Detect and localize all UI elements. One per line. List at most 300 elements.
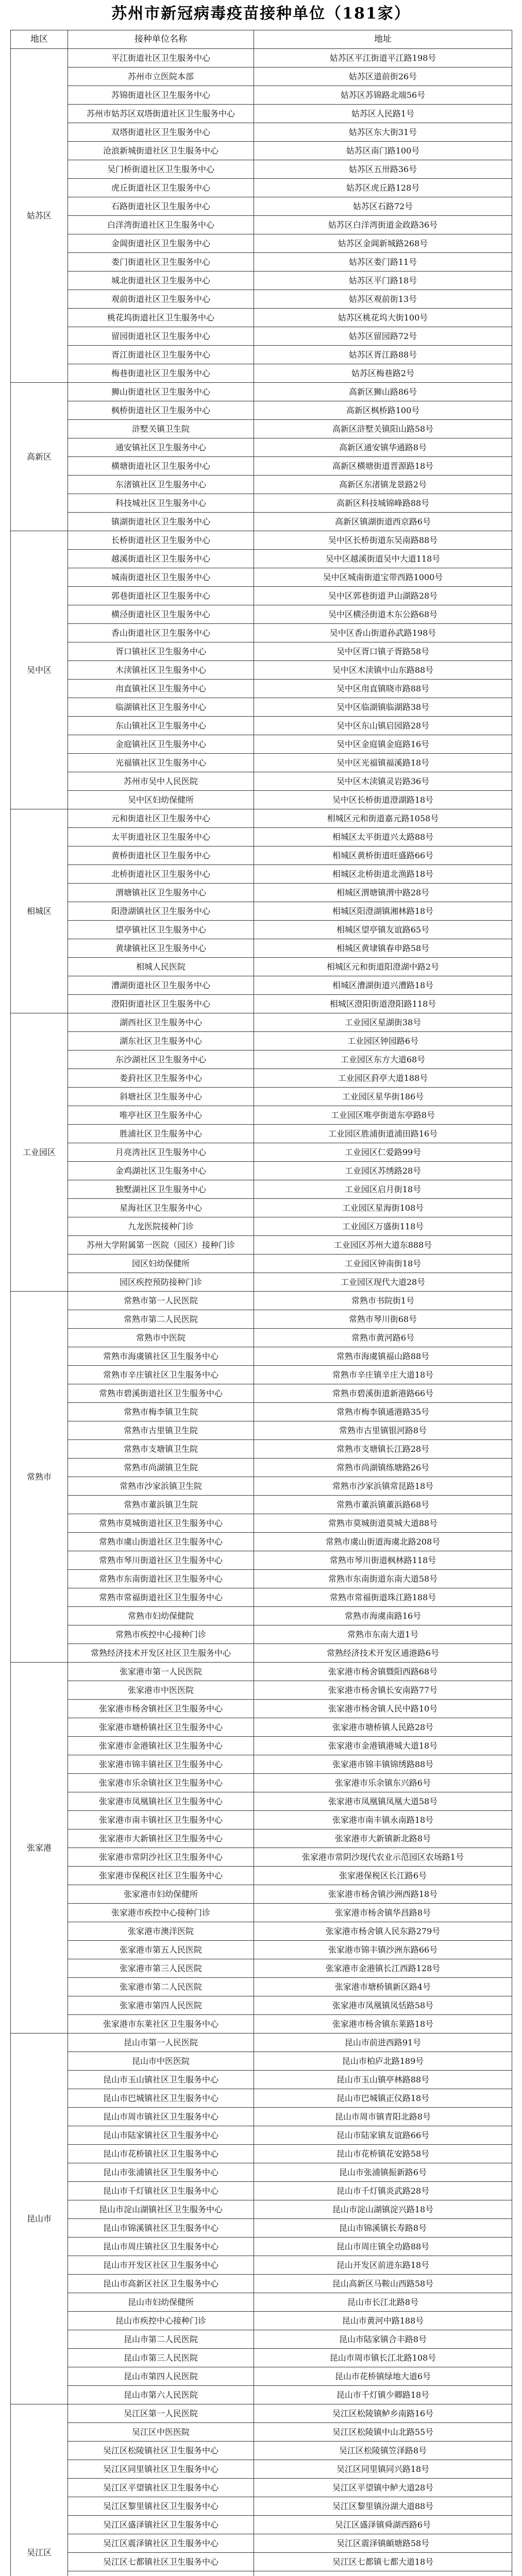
table-row (11, 2330, 512, 2349)
site-name-cell: 甪直镇社区卫生服务中心 (68, 680, 254, 698)
header-site-name: 接种单位名称 (68, 30, 254, 49)
address-cell: 工业园区葑亭大道188号 (254, 1069, 512, 1088)
site-name-cell: 桃花坞街道社区卫生服务中心 (68, 309, 254, 327)
address-cell: 张家港市杨舍镇人民东路279号 (254, 1922, 512, 1941)
address-cell: 张家港市南丰镇永南路18号 (254, 1811, 512, 1829)
address-cell: 高新区浒墅关镇阳山路58号 (254, 420, 512, 438)
address-cell: 常熟市梅李镇通港路35号 (254, 1403, 512, 1421)
address-cell: 昆山市陆家镇友谊路66号 (254, 2126, 512, 2145)
table-row (11, 2442, 512, 2460)
site-name-cell: 苏州市吴中人民医院 (68, 772, 254, 791)
table-row (11, 1255, 512, 1273)
table-row (11, 1700, 512, 1718)
table-row (11, 290, 512, 309)
address-cell: 相城区元和街道阳澄湖中路2号 (254, 958, 512, 976)
address-cell: 姑苏区平江街道平江路198号 (254, 49, 512, 67)
address-cell: 常熟市黄河路6号 (254, 1329, 512, 1347)
table-row (11, 2163, 512, 2182)
address-cell: 张家港市锦丰镇锦绣路88号 (254, 1755, 512, 1774)
table-row (11, 1106, 512, 1125)
table-row (11, 179, 512, 197)
table-row (11, 2367, 512, 2386)
site-name-cell: 昆山市第三人民医院 (68, 2349, 254, 2367)
site-name-cell: 吴门桥街道社区卫生服务中心 (68, 160, 254, 179)
address-cell: 工业园区启月街18号 (254, 1180, 512, 1199)
address-cell: 工业园区万盛街118号 (254, 1217, 512, 1236)
table-row (11, 680, 512, 698)
address-cell: 工业园区现代大道28号 (254, 1273, 512, 1292)
table-row (11, 1959, 512, 1978)
table-row (11, 1459, 512, 1477)
table-row (11, 717, 512, 735)
address-cell: 张家港市杨舍镇东莱路18号 (254, 2015, 512, 2033)
site-name-cell: 通安镇社区卫生服务中心 (68, 438, 254, 457)
address-cell: 姑苏区道前街26号 (254, 67, 512, 86)
table-row (11, 1273, 512, 1292)
table-row (11, 2571, 512, 2576)
address-cell: 吴中区东山镇启园路28号 (254, 717, 512, 735)
table-row (11, 809, 512, 828)
table-row (11, 2553, 512, 2571)
site-name-cell: 昆山市周庄镇社区卫生服务中心 (68, 2238, 254, 2256)
site-name-cell: 唯亭社区卫生服务中心 (68, 1106, 254, 1125)
site-name-cell: 昆山市张浦镇社区卫生服务中心 (68, 2163, 254, 2182)
table-row (11, 272, 512, 290)
site-name-cell: 东山镇社区卫生服务中心 (68, 717, 254, 735)
table-row (11, 2275, 512, 2293)
address-cell: 昆山市周市镇长江北路108号 (254, 2349, 512, 2367)
table-row (11, 309, 512, 327)
site-name-cell: 吴江区同里镇社区卫生服务中心 (68, 2460, 254, 2479)
site-name-cell: 张家港市第四人民医院 (68, 1996, 254, 2015)
table-row (11, 457, 512, 476)
site-name-cell: 澄阳街道社区卫生服务中心 (68, 995, 254, 1013)
address-cell: 吴中区长桥街道东吴南路88号 (254, 531, 512, 550)
table-row (11, 1533, 512, 1551)
header-district: 地区 (11, 30, 68, 49)
table-row (11, 2404, 512, 2423)
address-cell: 常熟市莫城街道莫城大道88号 (254, 1514, 512, 1533)
site-name-cell: 城北街道社区卫生服务中心 (68, 272, 254, 290)
table-row (11, 1551, 512, 1570)
address-cell: 工业园区星海街108号 (254, 1199, 512, 1217)
site-name-cell: 常熟市梅李镇卫生院 (68, 1403, 254, 1421)
table-row (11, 1125, 512, 1143)
address-cell: 相城区太平街道兴太路88号 (254, 828, 512, 846)
table-row (11, 2015, 512, 2033)
site-name-cell: 昆山市疾控中心接种门诊 (68, 2312, 254, 2330)
address-cell (254, 2571, 512, 2576)
site-name-cell: 常熟市海虞镇社区卫生服务中心 (68, 1347, 254, 1366)
table-row (11, 2479, 512, 2497)
site-name-cell: 吴江区震泽镇社区卫生服务中心 (68, 2534, 254, 2553)
site-name-cell (68, 2571, 254, 2576)
address-cell: 姑苏区金阊新城路268号 (254, 234, 512, 253)
site-name-cell: 斜塘社区卫生服务中心 (68, 1088, 254, 1106)
district-cell: 工业园区 (11, 1013, 68, 1292)
table-row (11, 2145, 512, 2163)
table-row (11, 2052, 512, 2071)
address-cell: 张家港市锦丰镇沙洲东路66号 (254, 1941, 512, 1959)
site-name-cell: 常熟市虞山街道社区卫生服务中心 (68, 1533, 254, 1551)
address-cell: 工业园区星湖街38号 (254, 1013, 512, 1032)
table-body (11, 49, 512, 2576)
address-cell: 吴中区光福镇福溪路18号 (254, 754, 512, 772)
site-name-cell: 胥江街道社区卫生服务中心 (68, 346, 254, 364)
address-cell: 张家港市杨舍镇暨阳西路68号 (254, 1663, 512, 1681)
address-cell: 张家港市乐余镇东兴路6号 (254, 1774, 512, 1792)
address-cell: 吴江区同里镇同兴路18号 (254, 2460, 512, 2479)
table-row (11, 2126, 512, 2145)
table-row (11, 1718, 512, 1737)
site-name-cell: 张家港市第五人民医院 (68, 1941, 254, 1959)
address-cell: 吴中区金庭镇金庭路16号 (254, 735, 512, 754)
address-cell: 姑苏区白洋湾街道金政路36号 (254, 216, 512, 234)
address-cell: 昆山市花桥镇绿地大道6号 (254, 2367, 512, 2386)
table-row (11, 1607, 512, 1625)
address-cell: 姑苏区梅巷路2号 (254, 364, 512, 383)
address-cell: 昆山市前进西路91号 (254, 2033, 512, 2052)
address-cell: 吴江区七都镇七都大道18号 (254, 2553, 512, 2571)
address-cell: 昆山高新区马鞍山西路58号 (254, 2275, 512, 2293)
site-name-cell: 北桥街道社区卫生服务中心 (68, 865, 254, 884)
address-cell: 昆山市陆家镇合丰路8号 (254, 2330, 512, 2349)
address-cell: 工业园区苏绣路28号 (254, 1162, 512, 1180)
site-name-cell: 常熟市中医院 (68, 1329, 254, 1347)
table-row (11, 772, 512, 791)
table-row (11, 1236, 512, 1255)
table-row (11, 494, 512, 513)
address-cell: 常熟市尚湖镇练塘路26号 (254, 1459, 512, 1477)
site-name-cell: 常熟市辛庄镇社区卫生服务中心 (68, 1366, 254, 1384)
table-row (11, 939, 512, 958)
site-name-cell: 常熟市第一人民医院 (68, 1292, 254, 1310)
site-name-cell: 金庭镇社区卫生服务中心 (68, 735, 254, 754)
address-cell: 吴中区临湖镇临湖路38号 (254, 698, 512, 717)
site-name-cell: 娄葑社区卫生服务中心 (68, 1069, 254, 1088)
site-name-cell: 张家港市乐余镇社区卫生服务中心 (68, 1774, 254, 1792)
site-name-cell: 渭塘镇社区卫生服务中心 (68, 884, 254, 902)
site-name-cell: 张家港市东莱社区卫生服务中心 (68, 2015, 254, 2033)
vaccination-sites-table (10, 30, 512, 2576)
address-cell: 吴中区横泾街道木东公路68号 (254, 605, 512, 624)
table-row (11, 2534, 512, 2553)
table-row (11, 2238, 512, 2256)
site-name-cell: 长桥街道社区卫生服务中心 (68, 531, 254, 550)
district-cell: 张家港 (11, 1663, 68, 2033)
table-row (11, 49, 512, 67)
site-name-cell: 漕湖街道社区卫生服务中心 (68, 976, 254, 995)
site-name-cell: 九龙医院接种门诊 (68, 1217, 254, 1236)
site-name-cell: 阳澄湖镇社区卫生服务中心 (68, 902, 254, 921)
address-cell: 高新区镇湖街道西京路6号 (254, 513, 512, 531)
site-name-cell: 张家港市妇幼保健所 (68, 1885, 254, 1904)
address-cell: 常熟经济技术开发区通港路6号 (254, 1644, 512, 1663)
site-name-cell: 枫桥街道社区卫生服务中心 (68, 401, 254, 420)
site-name-cell: 常熟市第二人民医院 (68, 1310, 254, 1329)
address-cell: 相城区望亭镇友谊路65号 (254, 921, 512, 939)
site-name-cell: 石路街道社区卫生服务中心 (68, 197, 254, 216)
address-cell: 工业园区胜浦街道浦田路16号 (254, 1125, 512, 1143)
address-cell: 吴江区震泽镇頔塘路58号 (254, 2534, 512, 2553)
table-row (11, 2071, 512, 2089)
table-row (11, 1625, 512, 1644)
site-name-cell: 吴江区松陵镇社区卫生服务中心 (68, 2442, 254, 2460)
address-cell: 张家港市杨舍镇华昌路8号 (254, 1904, 512, 1922)
site-name-cell: 星海社区卫生服务中心 (68, 1199, 254, 1217)
address-cell: 高新区枫桥路100号 (254, 401, 512, 420)
site-name-cell: 张家港市保税区社区卫生服务中心 (68, 1867, 254, 1885)
site-name-cell: 娄门街道社区卫生服务中心 (68, 253, 254, 272)
site-name-cell: 昆山市淀山湖镇社区卫生服务中心 (68, 2200, 254, 2219)
address-cell: 工业园区星华街186号 (254, 1088, 512, 1106)
site-name-cell: 张家港市第一人民医院 (68, 1663, 254, 1681)
address-cell: 相城区渭塘镇渭中路28号 (254, 884, 512, 902)
table-row (11, 2182, 512, 2200)
address-cell: 高新区通安镇华通路8号 (254, 438, 512, 457)
table-row (11, 327, 512, 346)
site-name-cell: 昆山市开发区社区卫生服务中心 (68, 2256, 254, 2275)
address-cell: 工业园区苏州大道东888号 (254, 1236, 512, 1255)
address-cell: 吴中区越溪街道吴中大道118号 (254, 550, 512, 568)
site-name-cell: 昆山市第二人民医院 (68, 2330, 254, 2349)
table-row (11, 958, 512, 976)
address-cell: 张家港市塘桥镇人民路28号 (254, 1718, 512, 1737)
table-row (11, 2293, 512, 2312)
table-row (11, 1403, 512, 1421)
table-row (11, 1941, 512, 1959)
address-cell: 吴中区城南街道宝带西路1000号 (254, 568, 512, 587)
site-name-cell: 吴中区妇幼保健所 (68, 791, 254, 809)
table-row (11, 2312, 512, 2330)
table-row (11, 1050, 512, 1069)
site-name-cell: 常熟市支塘镇卫生院 (68, 1440, 254, 1459)
address-cell: 吴中区郭巷街道尹山湖路28号 (254, 587, 512, 605)
table-row (11, 346, 512, 364)
address-cell: 相城区黄埭镇春申路58号 (254, 939, 512, 958)
table-row (11, 142, 512, 160)
address-cell: 吴江区松陵镇鲈乡南路16号 (254, 2404, 512, 2423)
site-name-cell: 常熟市莫城街道社区卫生服务中心 (68, 1514, 254, 1533)
address-cell: 昆山市巴城镇正仪路18号 (254, 2089, 512, 2108)
address-cell: 昆山市周庄镇全功路88号 (254, 2238, 512, 2256)
address-cell: 常熟市董浜镇董浜路68号 (254, 1496, 512, 1514)
site-name-cell: 白洋湾街道社区卫生服务中心 (68, 216, 254, 234)
site-name-cell: 望亭镇社区卫生服务中心 (68, 921, 254, 939)
table-row (11, 1514, 512, 1533)
address-cell: 常熟市书院街1号 (254, 1292, 512, 1310)
site-name-cell: 常熟市古里镇卫生院 (68, 1421, 254, 1440)
site-name-cell: 太平街道社区卫生服务中心 (68, 828, 254, 846)
site-name-cell: 横泾街道社区卫生服务中心 (68, 605, 254, 624)
district-cell: 常熟市 (11, 1292, 68, 1663)
table-row (11, 846, 512, 865)
table-row (11, 1570, 512, 1588)
address-cell: 常熟市琴川街68号 (254, 1310, 512, 1329)
table-row (11, 1792, 512, 1811)
address-cell: 常熟市沙家浜镇常昆路18号 (254, 1477, 512, 1496)
site-name-cell: 吴江区平望镇社区卫生服务中心 (68, 2479, 254, 2497)
site-name-cell: 金阊街道社区卫生服务中心 (68, 234, 254, 253)
site-name-cell: 吴江区中医医院 (68, 2423, 254, 2442)
table-row (11, 1588, 512, 1607)
address-cell: 常熟市东南大道1号 (254, 1625, 512, 1644)
table-row (11, 1440, 512, 1459)
table-row (11, 1829, 512, 1848)
site-name-cell: 城南街道社区卫生服务中心 (68, 568, 254, 587)
address-cell: 昆山市锦溪镇长寿路8号 (254, 2219, 512, 2238)
table-row (11, 2033, 512, 2052)
site-name-cell: 常熟市碧溪街道社区卫生服务中心 (68, 1384, 254, 1403)
site-name-cell: 张家港市金港镇社区卫生服务中心 (68, 1737, 254, 1755)
site-name-cell: 昆山市中医医院 (68, 2052, 254, 2071)
address-cell: 张家港市金港镇港城大道18号 (254, 1737, 512, 1755)
table-row (11, 642, 512, 661)
site-name-cell: 苏州大学附属第一医院（园区）接种门诊 (68, 1236, 254, 1255)
table-row (11, 2423, 512, 2442)
table-row (11, 1217, 512, 1236)
table-row (11, 884, 512, 902)
address-cell: 常熟市古里镇银河路8号 (254, 1421, 512, 1440)
site-name-cell: 张家港市大新镇社区卫生服务中心 (68, 1829, 254, 1848)
site-name-cell: 园区疾控预防接种门诊 (68, 1273, 254, 1292)
table-row (11, 1644, 512, 1663)
address-cell: 张家港市塘桥镇新区路4号 (254, 1978, 512, 1996)
table-row (11, 568, 512, 587)
site-name-cell: 沧浪新城街道社区卫生服务中心 (68, 142, 254, 160)
address-cell: 姑苏区五卅路36号 (254, 160, 512, 179)
address-cell: 昆山市柏庐北路189号 (254, 2052, 512, 2071)
address-cell: 工业园区东方大道68号 (254, 1050, 512, 1069)
district-cell: 吴中区 (11, 531, 68, 809)
table-row (11, 1867, 512, 1885)
site-name-cell: 月亮湾社区卫生服务中心 (68, 1143, 254, 1162)
address-cell: 吴中区胥口镇子胥路58号 (254, 642, 512, 661)
site-name-cell: 张家港市澳洋医院 (68, 1922, 254, 1941)
site-name-cell: 张家港市凤凰镇社区卫生服务中心 (68, 1792, 254, 1811)
address-cell: 张家港保税区长江路6号 (254, 1867, 512, 1885)
table-row (11, 2349, 512, 2367)
address-cell: 常熟市海虞南路16号 (254, 1607, 512, 1625)
site-name-cell: 昆山市第六人民医院 (68, 2386, 254, 2404)
site-name-cell: 临湖镇社区卫生服务中心 (68, 698, 254, 717)
address-cell: 姑苏区虎丘路128号 (254, 179, 512, 197)
district-cell: 相城区 (11, 809, 68, 1013)
address-cell: 姑苏区人民路1号 (254, 105, 512, 123)
table-row (11, 253, 512, 272)
table-row (11, 67, 512, 86)
site-name-cell: 昆山市第一人民医院 (68, 2033, 254, 2052)
district-cell: 吴江区 (11, 2404, 68, 2576)
table-row (11, 1755, 512, 1774)
table-row (11, 828, 512, 846)
table-row (11, 438, 512, 457)
table-row (11, 995, 512, 1013)
address-cell: 昆山市淀山湖镇淀兴路18号 (254, 2200, 512, 2219)
table-row (11, 1996, 512, 2015)
site-name-cell: 虎丘街道社区卫生服务中心 (68, 179, 254, 197)
address-cell: 昆山开发区前进东路18号 (254, 2256, 512, 2275)
table-row (11, 2256, 512, 2275)
address-cell: 常熟市虞山街道海虞北路208号 (254, 1533, 512, 1551)
site-name-cell: 常熟经济技术开发区社区卫生服务中心 (68, 1644, 254, 1663)
district-cell: 高新区 (11, 383, 68, 531)
site-name-cell: 吴江区第一人民医院 (68, 2404, 254, 2423)
site-name-cell: 黄埭镇社区卫生服务中心 (68, 939, 254, 958)
table-row (11, 216, 512, 234)
table-row (11, 2516, 512, 2534)
address-cell: 张家港市杨舍镇长安南路77号 (254, 1681, 512, 1700)
site-name-cell: 镇湖街道社区卫生服务中心 (68, 513, 254, 531)
address-cell: 吴江区松陵镇笠泽路8号 (254, 2442, 512, 2460)
address-cell: 常熟市支塘镇长江路28号 (254, 1440, 512, 1459)
table-row (11, 1904, 512, 1922)
table-header-row (11, 30, 512, 49)
address-cell: 吴江区黎里镇汾湖大道88号 (254, 2497, 512, 2516)
site-name-cell: 常熟市董浜镇卫生院 (68, 1496, 254, 1514)
site-name-cell: 张家港市第三人民医院 (68, 1959, 254, 1978)
site-name-cell: 元和街道社区卫生服务中心 (68, 809, 254, 828)
table-row (11, 1162, 512, 1180)
site-name-cell: 东沙湖社区卫生服务中心 (68, 1050, 254, 1069)
table-row (11, 2219, 512, 2238)
table-row (11, 921, 512, 939)
address-cell: 张家港市凤凰镇凤凰大道58号 (254, 1792, 512, 1811)
address-cell: 张家港市金港镇长江西路128号 (254, 1959, 512, 1978)
address-cell: 吴中区香山街道孙武路198号 (254, 624, 512, 642)
table-row (11, 1088, 512, 1106)
table-row (11, 902, 512, 921)
table-row (11, 2497, 512, 2516)
address-cell: 姑苏区苏锦路北端56号 (254, 86, 512, 105)
table-row (11, 2108, 512, 2126)
address-cell: 张家港市大新镇新北路8号 (254, 1829, 512, 1848)
table-row (11, 531, 512, 550)
address-cell: 张家港市常阴沙现代农业示范园区农场路1号 (254, 1848, 512, 1867)
address-cell: 姑苏区桃花坞大街100号 (254, 309, 512, 327)
site-name-cell: 越溪街道社区卫生服务中心 (68, 550, 254, 568)
site-name-cell: 平江街道社区卫生服务中心 (68, 49, 254, 67)
site-name-cell: 苏锦街道社区卫生服务中心 (68, 86, 254, 105)
table-row (11, 2386, 512, 2404)
address-cell: 姑苏区胥江路88号 (254, 346, 512, 364)
site-name-cell: 张家港市疾控中心接种门诊 (68, 1904, 254, 1922)
site-name-cell: 张家港市第二人民医院 (68, 1978, 254, 1996)
table-row (11, 1978, 512, 1996)
site-name-cell: 昆山市陆家镇社区卫生服务中心 (68, 2126, 254, 2145)
address-cell: 常熟市琴川街道枫林路118号 (254, 1551, 512, 1570)
site-name-cell: 昆山市花桥镇社区卫生服务中心 (68, 2145, 254, 2163)
site-name-cell: 光福镇社区卫生服务中心 (68, 754, 254, 772)
table-row (11, 1143, 512, 1162)
site-name-cell: 独墅湖社区卫生服务中心 (68, 1180, 254, 1199)
site-name-cell: 黄桥街道社区卫生服务中心 (68, 846, 254, 865)
site-name-cell: 吴江区盛泽镇社区卫生服务中心 (68, 2516, 254, 2534)
address-cell: 相城区北桥街道北渔路18号 (254, 865, 512, 884)
address-cell: 吴江区盛泽镇舜湖西路6号 (254, 2516, 512, 2534)
address-cell: 昆山市千灯镇少卿路18号 (254, 2386, 512, 2404)
site-name-cell: 昆山市巴城镇社区卫生服务中心 (68, 2089, 254, 2108)
address-cell: 昆山市长江北路8号 (254, 2293, 512, 2312)
address-cell: 吴中区长桥街道澄湖路18号 (254, 791, 512, 809)
address-cell: 昆山市花桥镇花安路58号 (254, 2145, 512, 2163)
table-row (11, 1292, 512, 1310)
address-cell: 相城区漕湖街道兴漕路18号 (254, 976, 512, 995)
address-cell: 姑苏区留园路72号 (254, 327, 512, 346)
address-cell: 张家港市杨舍镇人民中路10号 (254, 1700, 512, 1718)
table-row (11, 865, 512, 884)
header-address: 地址 (254, 30, 512, 49)
